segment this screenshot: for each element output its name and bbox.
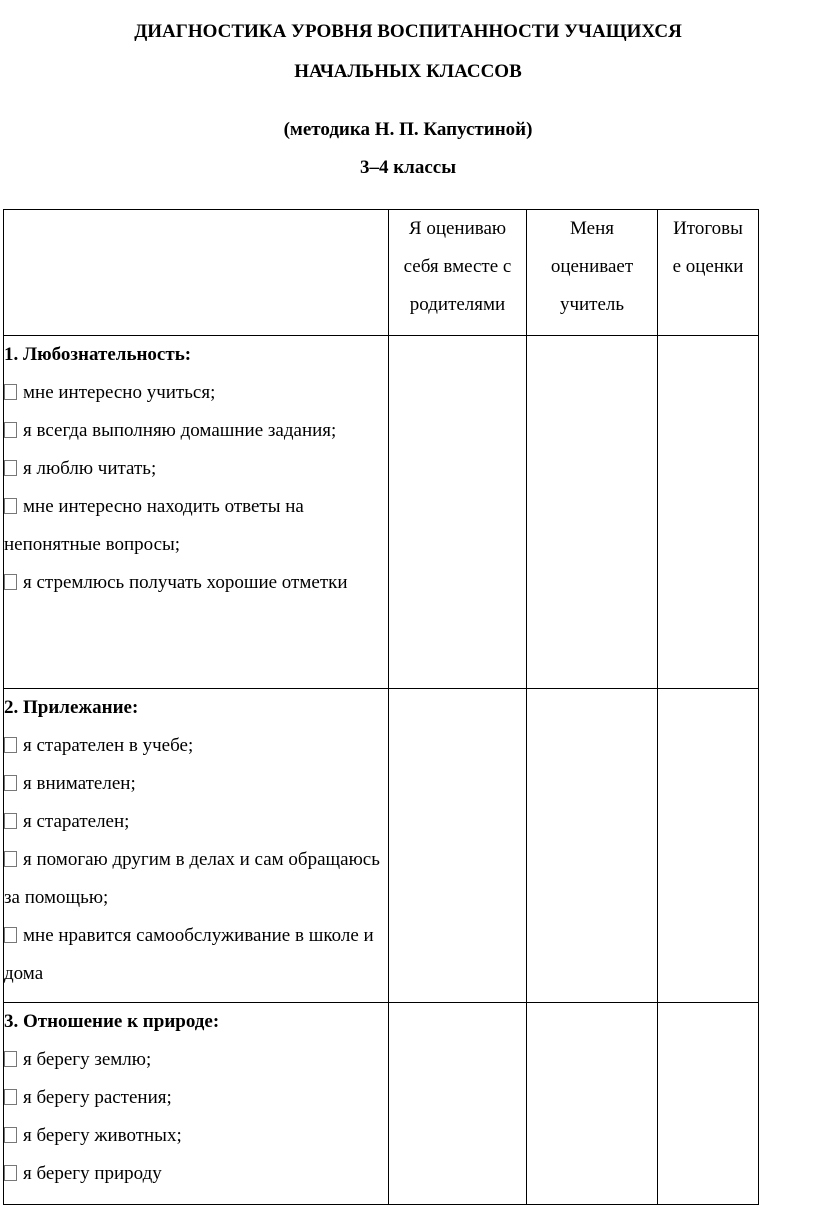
square-bullet-icon [4, 1127, 17, 1143]
criterion-cell [4, 336, 389, 689]
method-subtitle: (методика Н. П. Капустиной) [283, 119, 533, 140]
square-bullet-icon [4, 927, 17, 943]
header-cell-final-grades [658, 210, 759, 336]
criterion-title: 2. Прилежание: [4, 697, 139, 718]
final-grade-cell [658, 689, 759, 1003]
criterion-item: я люблю читать; [4, 450, 388, 488]
square-bullet-icon [4, 775, 17, 791]
square-bullet-icon [4, 574, 17, 590]
criterion-item: я всегда выполняю домашние задания; [4, 412, 388, 450]
criterion-cell [4, 689, 389, 1003]
teacher-assessment-cell [527, 336, 658, 689]
criterion-title: 1. Любознательность: [4, 344, 192, 365]
header-text-line: оценивает [550, 256, 634, 277]
criterion-item: я старателен в учебе; [4, 727, 388, 765]
header-text-line: Меня [570, 218, 614, 239]
square-bullet-icon [4, 422, 17, 438]
criterion-item: я помогаю другим в делах и сам обращаюсь за помощью; [4, 849, 380, 908]
header-text-line: родителями [409, 294, 506, 315]
teacher-assessment-cell [527, 689, 658, 1003]
diagnostic-table [3, 209, 759, 1205]
teacher-assessment-cell [527, 1003, 658, 1205]
header-cell-self-assessment [389, 210, 527, 336]
square-bullet-icon [4, 813, 17, 829]
header-row [4, 210, 759, 336]
criterion-row [4, 1003, 759, 1205]
self-assessment-cell [389, 689, 527, 1003]
square-bullet-icon [4, 1051, 17, 1067]
criterion-item: я берегу землю; [4, 1041, 388, 1079]
square-bullet-icon [4, 498, 17, 514]
header-text-line: себя вместе с [403, 256, 512, 277]
square-bullet-icon [4, 1165, 17, 1181]
document-title-line2: НАЧАЛЬНЫХ КЛАССОВ [294, 61, 522, 82]
criterion-item: мне интересно учиться; [4, 374, 388, 412]
grades-subtitle: 3–4 классы [359, 157, 457, 178]
header-text-line: Я оцениваю [408, 218, 507, 239]
header-text-line: е оценки [672, 256, 744, 277]
square-bullet-icon [4, 1089, 17, 1105]
self-assessment-cell [389, 336, 527, 689]
criterion-title: 3. Отношение к природе: [4, 1011, 220, 1032]
final-grade-cell [658, 1003, 759, 1205]
header-text-line: учитель [559, 294, 625, 315]
criterion-item: я старателен; [4, 803, 388, 841]
square-bullet-icon [4, 737, 17, 753]
criterion-row [4, 689, 759, 1003]
criterion-item: я внимателен; [4, 765, 388, 803]
final-grade-cell [658, 336, 759, 689]
criterion-item: я берегу животных; [4, 1117, 388, 1155]
criterion-item: мне интересно находить ответы на непонятные вопросы; [4, 496, 304, 555]
criterion-row [4, 336, 759, 689]
square-bullet-icon [4, 851, 17, 867]
header-text-line: Итоговы [673, 218, 743, 239]
criterion-item: я берегу природу [4, 1155, 388, 1193]
square-bullet-icon [4, 460, 17, 476]
self-assessment-cell [389, 1003, 527, 1205]
criterion-item: я берегу растения; [4, 1079, 388, 1117]
criterion-item: мне нравится самообслуживание в школе и дома [4, 925, 374, 984]
criterion-item: я стремлюсь получать хорошие отметки [4, 564, 388, 602]
header-cell-teacher-assessment [527, 210, 658, 336]
header-cell-criteria [4, 210, 389, 336]
criterion-cell [4, 1003, 389, 1205]
square-bullet-icon [4, 384, 17, 400]
document-title-line1: ДИАГНОСТИКА УРОВНЯ ВОСПИТАННОСТИ УЧАЩИХСЯ [134, 21, 682, 42]
